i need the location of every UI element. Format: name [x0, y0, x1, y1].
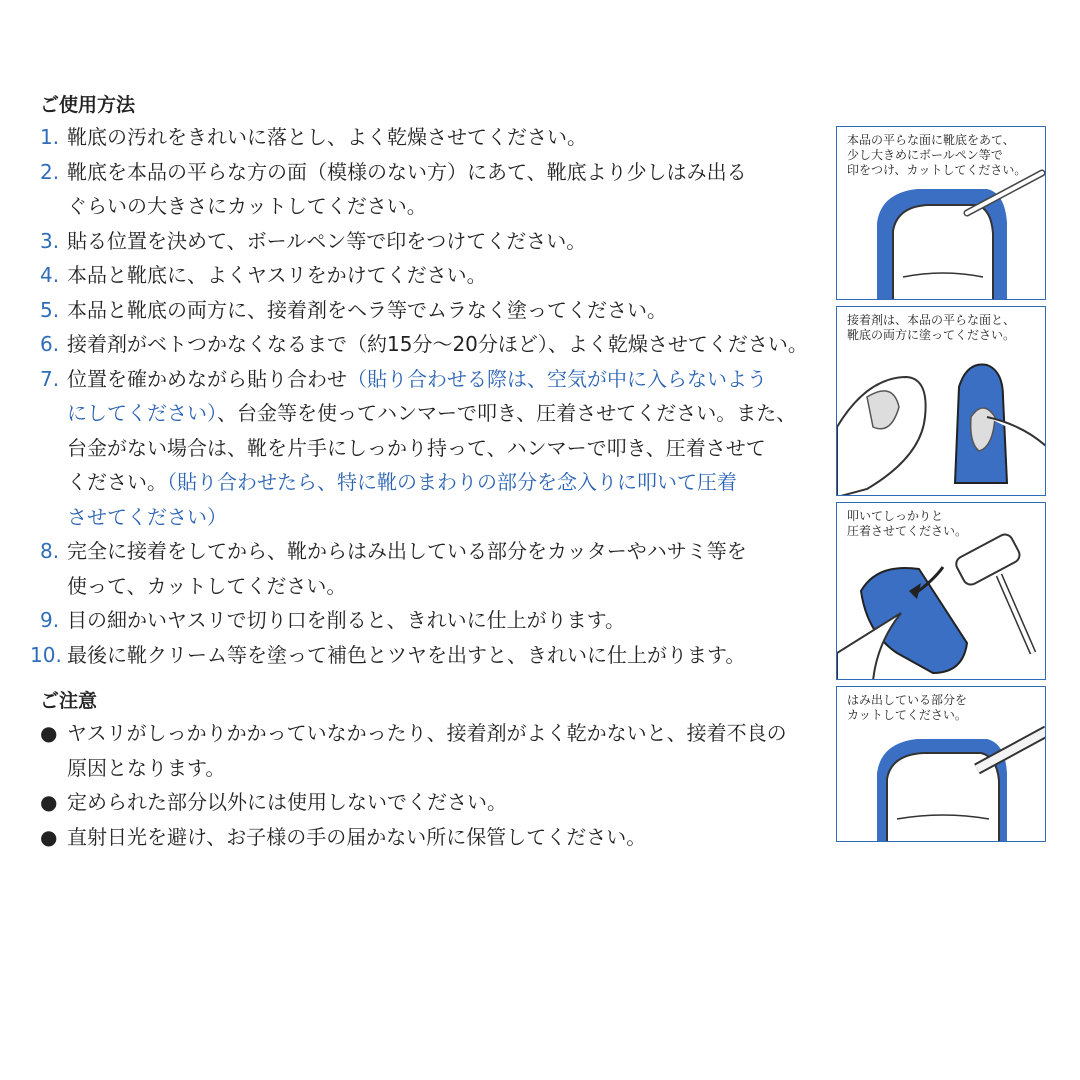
- panel-caption: 叩いてしっかりと 圧着させてください。: [847, 509, 968, 538]
- step-note-blue: （貼り合わせる際は、空気が中に入らないよう: [347, 366, 767, 391]
- bullet: ●: [40, 824, 58, 849]
- step-text: 接着剤がベトつかなくなるまで（約15分〜20分ほど）、よく乾燥させてください。: [67, 332, 808, 356]
- caution-section-title: ご注意: [40, 690, 98, 712]
- step-number: 9.: [40, 608, 60, 632]
- step-7: [40, 362, 830, 535]
- caution-item: [40, 785, 830, 820]
- step-number: 1.: [40, 125, 60, 149]
- usage-section-title: ご使用方法: [40, 94, 136, 116]
- step-2: [40, 155, 830, 224]
- step-3: [40, 224, 830, 259]
- caution-list: [40, 716, 830, 854]
- step-text: 靴底の汚れをきれいに落とし、よく乾燥させてください。: [67, 125, 587, 149]
- step-number: 3.: [40, 228, 60, 253]
- illustration-panel-glue: [836, 306, 1046, 496]
- step-text: 目の細かいヤスリで切り口を削ると、きれいに仕上がります。: [67, 608, 625, 632]
- caution-item: [40, 716, 830, 785]
- bullet: ●: [40, 790, 58, 814]
- step-text: 本品と靴底の両方に、接着剤をヘラ等でムラなく塗ってください。: [67, 297, 667, 322]
- step-number: 6.: [40, 332, 60, 356]
- panel-caption: はみ出している部分を カットしてください。: [847, 693, 968, 722]
- step-number: 10.: [30, 642, 62, 667]
- step-text: 完全に接着をしてから、靴からはみ出している部分をカッターやハサミ等を: [67, 539, 747, 563]
- step-text: 本品と靴底に、よくヤスリをかけてください。: [67, 263, 487, 287]
- step-text: 、台金等を使ってハンマーで叩き、圧着させてください。また、: [217, 401, 797, 425]
- step-text: ぐらいの大きさにカットしてください。: [67, 194, 427, 218]
- step-note-blue: にしてください）: [67, 401, 217, 425]
- step-text: 最後に靴クリーム等を塗って補色とツヤを出すと、きれいに仕上がります。: [67, 642, 746, 667]
- step-number: 4.: [40, 263, 60, 287]
- step-text: ください。: [67, 470, 167, 494]
- illustration-panel-hammer: [836, 502, 1046, 680]
- step-number: 7.: [40, 366, 60, 391]
- bullet: ●: [40, 721, 58, 745]
- step-text: 台金がない場合は、靴を片手にしっかり持って、ハンマーで叩き、圧着させて: [67, 435, 766, 460]
- step-text: 位置を確かめながら貼り合わせ: [67, 366, 347, 391]
- usage-steps-list: [30, 120, 830, 672]
- step-text: 貼る位置を決めて、ボールペン等で印をつけてください。: [67, 228, 587, 253]
- step-5: [40, 293, 830, 328]
- panel-caption: 本品の平らな面に靴底をあて、 少し大きめにボールペン等で 印をつけ、カットしてください。: [847, 133, 1027, 177]
- step-number: 2.: [40, 159, 60, 184]
- step-note-blue: させてください）: [67, 504, 227, 529]
- caution-text: 定められた部分以外には使用しないでください。: [67, 790, 507, 814]
- step-1: [40, 120, 830, 155]
- step-4: [40, 258, 830, 293]
- caution-text: ヤスリがしっかりかかっていなかったり、接着剤がよく乾かないと、接着不良の: [67, 721, 787, 745]
- step-8: [40, 534, 830, 603]
- illustration-panel-trace: [836, 126, 1046, 300]
- step-number: 8.: [40, 539, 60, 563]
- illustration-panel-cut: [836, 686, 1046, 842]
- step-text: 使って、カットしてください。: [67, 573, 347, 598]
- caution-item: [40, 820, 830, 855]
- panel-caption: 接着剤は、本品の平らな面と、 靴底の両方に塗ってください。: [847, 313, 1016, 342]
- step-number: 5.: [40, 297, 60, 322]
- step-10: [30, 638, 830, 673]
- caution-text: 原因となります。: [67, 755, 226, 780]
- step-6: [40, 327, 830, 362]
- step-9: [40, 603, 830, 638]
- caution-text: 直射日光を避け、お子様の手の届かない所に保管してください。: [67, 824, 647, 849]
- step-text: 靴底を本品の平らな方の面（模様のない方）にあて、靴底より少しはみ出る: [67, 159, 747, 184]
- step-note-blue: （貼り合わせたら、特に靴のまわりの部分を念入りに叩いて圧着: [167, 470, 737, 494]
